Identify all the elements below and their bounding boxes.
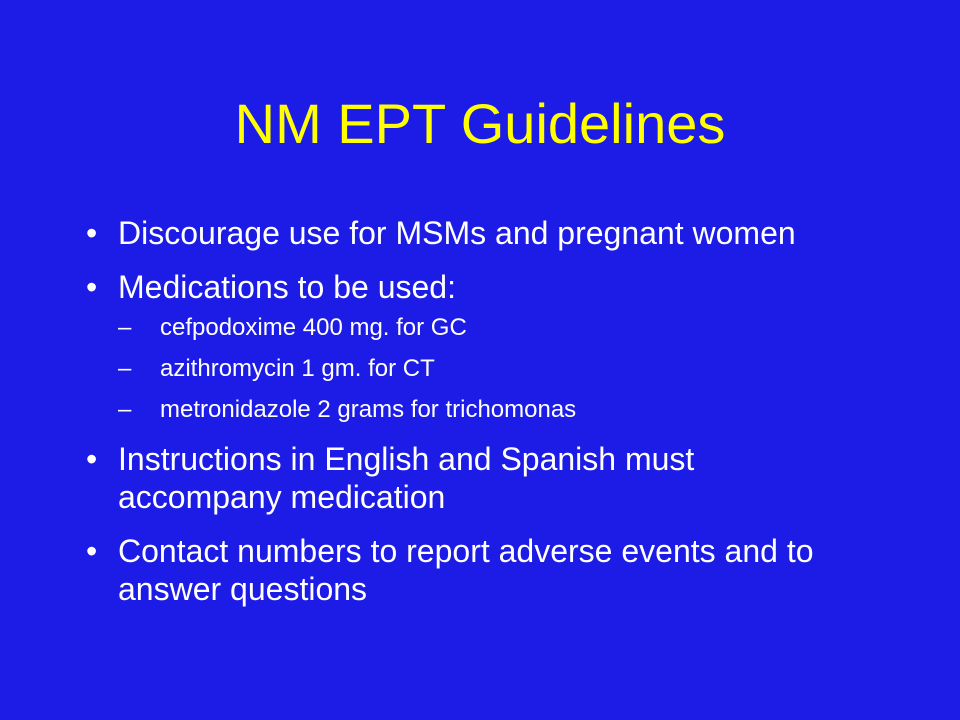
bullet-text: Contact numbers to report adverse events and to answer questions [118,533,814,607]
sub-bullet-text: azithromycin 1 gm. for CT [160,355,435,382]
bullet-text: Discourage use for MSMs and pregnant women [118,215,796,251]
sub-bullet-text: metronidazole 2 grams for trichomonas [160,396,577,423]
sub-bullet-item [118,355,842,383]
bullet-item [82,268,842,424]
bullet-item [82,214,842,252]
sub-bullet-marker: – [118,355,132,382]
bullet-item [82,532,842,608]
sub-bullet-marker: – [118,396,132,423]
bullet-marker: • [86,533,98,569]
sub-bullet-marker: – [118,314,132,341]
sub-bullet-list [118,314,842,424]
bullet-marker: • [86,269,98,305]
bullet-text: Instructions in English and Spanish must accompany medication [118,441,695,515]
bullet-marker: • [86,441,98,477]
sub-bullet-text: cefpodoxime 400 mg. for GC [160,314,467,341]
bullet-list [82,214,842,624]
sub-bullet-item [118,396,842,424]
bullet-marker: • [86,215,98,251]
slide-title: NM EPT Guidelines [234,92,726,155]
bullet-text: Medications to be used: [118,269,456,305]
bullet-item [82,440,842,516]
sub-bullet-item [118,314,842,342]
